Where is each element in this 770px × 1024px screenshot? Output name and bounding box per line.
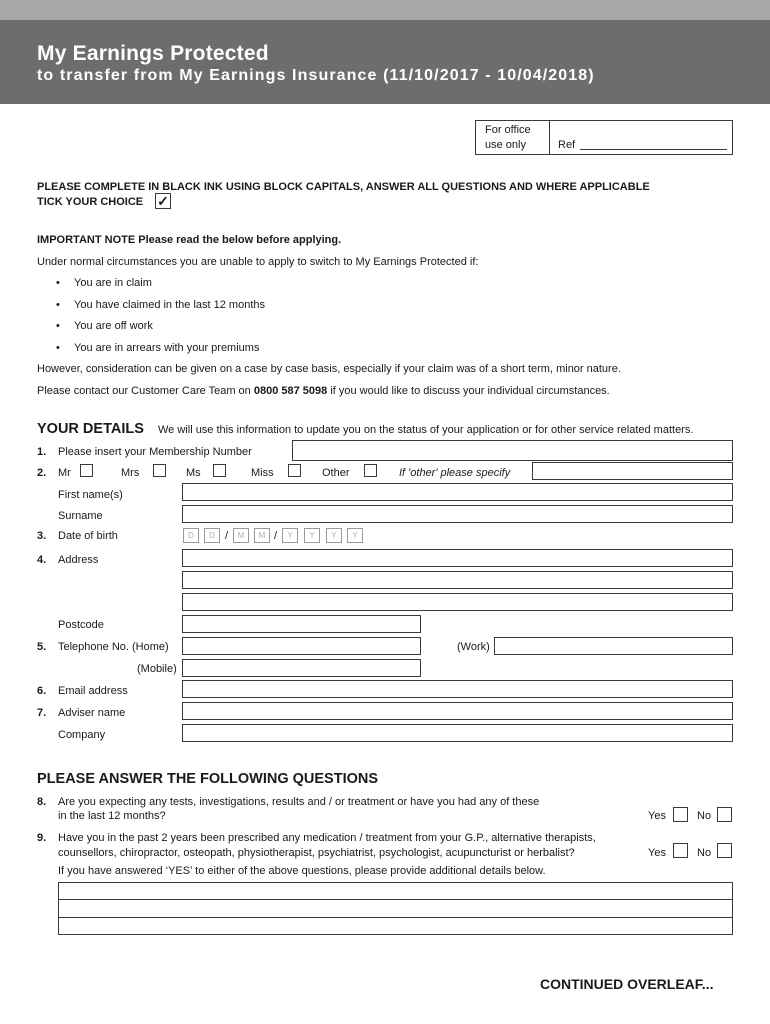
instructions-line2: TICK YOUR CHOICE <box>37 196 144 208</box>
q9-no-label: No <box>697 847 712 859</box>
dob-day-1-input[interactable]: D <box>183 528 199 543</box>
title-miss-label: Miss <box>251 467 274 479</box>
q9-text-2: counsellors, chiropractor, osteopath, physiotherapist, psychiatrist, psychologist, acupuncturist or herbalist? <box>58 847 575 859</box>
important-intro: Under normal circumstances you are unable to apply to switch to My Earnings Protected if: <box>37 256 479 268</box>
membership-number-input[interactable] <box>292 440 733 461</box>
q1-label: Please insert your Membership Number <box>58 446 252 458</box>
q8-yes-checkbox[interactable] <box>673 807 688 822</box>
other-specify-label: If 'other' please specify <box>399 467 511 479</box>
other-specify-input[interactable] <box>532 462 733 480</box>
details-note: We will use this information to update you on the status of your application or for other service related matters. <box>158 424 694 436</box>
dob-year-1-input[interactable]: Y <box>282 528 298 543</box>
office-label-1: For office <box>485 124 531 136</box>
details-line-3-input[interactable] <box>59 917 732 934</box>
q8-text-2: in the last 12 months? <box>58 810 166 822</box>
tel-mobile-input[interactable] <box>182 659 421 677</box>
q2-number: 2. <box>37 467 47 479</box>
dob-year-4-input[interactable]: Y <box>347 528 363 543</box>
address-line2-input[interactable] <box>182 571 733 589</box>
q8-text-1: Are you expecting any tests, investigations, results and / or treatment or have you had any of these <box>58 796 540 808</box>
form-subtitle: to transfer from My Earnings Insurance (11/10/2017 - 10/04/2018) <box>37 67 595 84</box>
q3-number: 3. <box>37 530 47 542</box>
ref-line[interactable] <box>580 149 727 150</box>
details-line-2-input[interactable] <box>59 900 732 918</box>
q8-yes-label: Yes <box>648 810 666 822</box>
q9-yes-label: Yes <box>648 847 666 859</box>
dob-year-2-input[interactable]: Y <box>304 528 320 543</box>
dob-separator: / <box>274 530 278 542</box>
postcode-label: Postcode <box>58 619 104 631</box>
adviser-label: Adviser name <box>58 707 126 719</box>
bullet-item: You are in claim <box>74 277 152 289</box>
continued-overleaf: CONTINUED OVERLEAF... <box>540 976 714 992</box>
address-line1-input[interactable] <box>182 549 733 567</box>
dob-separator: / <box>225 530 229 542</box>
title-mr-label: Mr <box>58 467 71 479</box>
contact-pre: Please contact our Customer Care Team on <box>37 385 254 397</box>
details-line-1-input[interactable] <box>58 882 733 900</box>
contact-post: if you would like to discuss your individual circumstances. <box>327 385 610 397</box>
first-names-label: First name(s) <box>58 489 123 501</box>
title-other-label: Other <box>322 467 350 479</box>
q9-text-1: Have you in the past 2 years been prescribed any medication / treatment from your G.P., alternative therapists, <box>58 832 596 844</box>
form-title: My Earnings Protected <box>37 42 269 65</box>
top-strip <box>0 0 770 20</box>
case-basis-note: However, consideration can be given on a case by case basis, especially if your claim was of a short term, minor nature. <box>37 363 621 375</box>
ref-label: Ref <box>558 139 576 151</box>
tel-work-input[interactable] <box>494 637 733 655</box>
bullet-item: You are in arrears with your premiums <box>74 342 260 354</box>
company-label: Company <box>58 729 106 741</box>
postcode-input[interactable] <box>182 615 421 633</box>
title-other-checkbox[interactable] <box>364 464 377 477</box>
email-label: Email address <box>58 685 128 697</box>
q9-yes-checkbox[interactable] <box>673 843 688 858</box>
title-ms-checkbox[interactable] <box>213 464 226 477</box>
bullet-icon: • <box>56 299 60 311</box>
q9-number: 9. <box>37 832 47 844</box>
dob-label: Date of birth <box>58 530 118 542</box>
dob-month-2-input[interactable]: M <box>254 528 270 543</box>
bullet-item: You are off work <box>74 320 153 332</box>
tel-work-label: (Work) <box>457 641 490 653</box>
important-heading: IMPORTANT NOTE Please read the below before applying. <box>37 234 342 246</box>
title-ms-label: Ms <box>186 467 201 479</box>
surname-label: Surname <box>58 510 103 522</box>
tel-mobile-label: (Mobile) <box>137 663 177 675</box>
q1-number: 1. <box>37 446 47 458</box>
bullet-item: You have claimed in the last 12 months <box>74 299 265 311</box>
dob-year-3-input[interactable]: Y <box>326 528 342 543</box>
instructions-line1: PLEASE COMPLETE IN BLACK INK USING BLOCK CAPITALS, ANSWER ALL QUESTIONS AND WHERE APPLICABLE <box>37 181 650 193</box>
title-mrs-checkbox[interactable] <box>153 464 166 477</box>
address-line3-input[interactable] <box>182 593 733 611</box>
q4-number: 4. <box>37 554 47 566</box>
tel-home-input[interactable] <box>182 637 421 655</box>
surname-input[interactable] <box>182 505 733 523</box>
adviser-name-input[interactable] <box>182 702 733 720</box>
title-mrs-label: Mrs <box>121 467 140 479</box>
details-heading: YOUR DETAILS <box>37 421 144 437</box>
q9-no-checkbox[interactable] <box>717 843 732 858</box>
title-mr-checkbox[interactable] <box>80 464 93 477</box>
followup-instruction: If you have answered ‘YES’ to either of the above questions, please provide additional details below. <box>58 865 546 877</box>
office-box-divider <box>549 121 550 154</box>
first-names-input[interactable] <box>182 483 733 501</box>
company-input[interactable] <box>182 724 733 742</box>
bullet-icon: • <box>56 320 60 332</box>
bullet-icon: • <box>56 277 60 289</box>
contact-note <box>37 385 610 398</box>
tel-home-label: Telephone No. (Home) <box>58 641 169 653</box>
contact-phone: 0800 587 5098 <box>253 385 328 397</box>
q5-number: 5. <box>37 641 47 653</box>
q8-no-label: No <box>697 810 712 822</box>
dob-month-1-input[interactable]: M <box>233 528 249 543</box>
office-label-2: use only <box>485 139 526 151</box>
tick-example-icon: ✓ <box>155 193 171 209</box>
questions-heading: PLEASE ANSWER THE FOLLOWING QUESTIONS <box>37 771 379 787</box>
q8-number: 8. <box>37 796 47 808</box>
address-label: Address <box>58 554 99 566</box>
dob-day-2-input[interactable]: D <box>204 528 220 543</box>
q8-no-checkbox[interactable] <box>717 807 732 822</box>
email-input[interactable] <box>182 680 733 698</box>
bullet-icon: • <box>56 342 60 354</box>
q6-number: 6. <box>37 685 47 697</box>
title-miss-checkbox[interactable] <box>288 464 301 477</box>
q7-number: 7. <box>37 707 47 719</box>
